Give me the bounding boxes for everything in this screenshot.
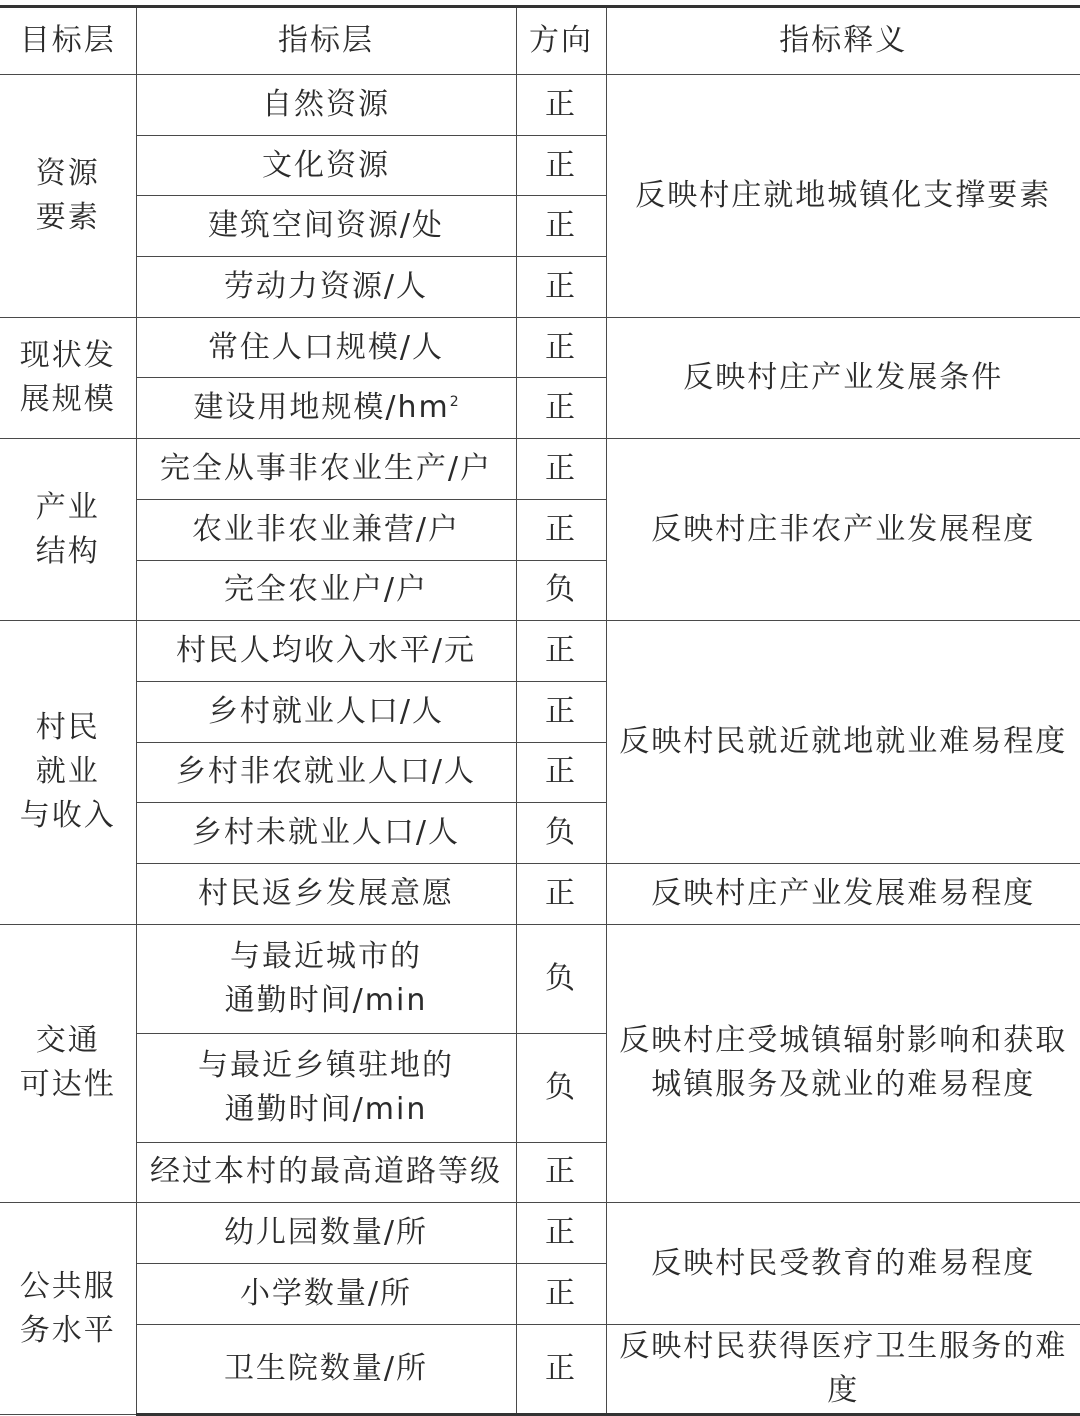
- direction-cell: 正: [516, 135, 606, 196]
- direction-cell: 正: [516, 378, 606, 439]
- table-row: [0, 75, 1080, 136]
- meaning-cell: 反映村庄受城镇辐射影响和获取 城镇服务及就业的难易程度: [606, 924, 1080, 1203]
- table-row: [0, 621, 1080, 682]
- header-goal-layer: 目标层: [0, 7, 136, 75]
- goal-cell: 村民 就业 与收入: [0, 621, 136, 924]
- direction-cell: 负: [516, 560, 606, 621]
- goal-cell: 现状发 展规模: [0, 317, 136, 438]
- indicator-table: [0, 5, 1080, 1416]
- goal-cell: 交通 可达性: [0, 924, 136, 1203]
- header-meaning: 指标释义: [606, 7, 1080, 75]
- table-row: [0, 317, 1080, 378]
- direction-cell: 正: [516, 1203, 606, 1264]
- indicator-cell: 小学数量/所: [136, 1264, 516, 1325]
- indicator-cell: 完全从事非农业生产/户: [136, 439, 516, 500]
- indicator-cell: 常住人口规模/人: [136, 317, 516, 378]
- meaning-cell: 反映村庄产业发展条件: [606, 317, 1080, 438]
- table-row: [0, 1203, 1080, 1264]
- direction-cell: 正: [516, 257, 606, 318]
- direction-cell: 正: [516, 1264, 606, 1325]
- indicator-cell: 乡村非农就业人口/人: [136, 742, 516, 803]
- table-row: [0, 1324, 1080, 1414]
- direction-cell: 正: [516, 1142, 606, 1203]
- indicator-cell: 自然资源: [136, 75, 516, 136]
- indicator-cell: 与最近城市的 通勤时间/min: [136, 924, 516, 1033]
- superscript: 2: [449, 394, 459, 411]
- direction-cell: 正: [516, 439, 606, 500]
- indicator-cell: 乡村就业人口/人: [136, 681, 516, 742]
- indicator-cell: 经过本村的最高道路等级: [136, 1142, 516, 1203]
- direction-cell: 正: [516, 742, 606, 803]
- indicator-cell: 农业非农业兼营/户: [136, 499, 516, 560]
- direction-cell: 正: [516, 75, 606, 136]
- direction-cell: 正: [516, 681, 606, 742]
- header-row: [0, 7, 1080, 75]
- header-direction: 方向: [516, 7, 606, 75]
- meaning-cell: 反映村庄产业发展难易程度: [606, 863, 1080, 924]
- direction-cell: 正: [516, 863, 606, 924]
- header-indicator-layer: 指标层: [136, 7, 516, 75]
- table-row: [0, 924, 1080, 1033]
- direction-cell: 正: [516, 317, 606, 378]
- goal-cell: 产业 结构: [0, 439, 136, 621]
- indicator-text: 建设用地规模/hm: [193, 390, 450, 426]
- direction-cell: 正: [516, 1324, 606, 1414]
- indicator-cell: 幼儿园数量/所: [136, 1203, 516, 1264]
- direction-cell: 正: [516, 196, 606, 257]
- indicator-cell: [136, 378, 516, 439]
- indicator-cell: 与最近乡镇驻地的 通勤时间/min: [136, 1033, 516, 1142]
- table-row: [0, 863, 1080, 924]
- meaning-cell: 反映村民就近就地就业难易程度: [606, 621, 1080, 864]
- indicator-cell: 乡村未就业人口/人: [136, 803, 516, 864]
- indicator-cell: 文化资源: [136, 135, 516, 196]
- direction-cell: 负: [516, 803, 606, 864]
- goal-cell: 公共服 务水平: [0, 1203, 136, 1414]
- indicator-cell: 村民返乡发展意愿: [136, 863, 516, 924]
- indicator-cell: 劳动力资源/人: [136, 257, 516, 318]
- indicator-cell: 完全农业户/户: [136, 560, 516, 621]
- meaning-cell: 反映村民受教育的难易程度: [606, 1203, 1080, 1324]
- direction-cell: 正: [516, 499, 606, 560]
- direction-cell: 负: [516, 1033, 606, 1142]
- direction-cell: 正: [516, 621, 606, 682]
- direction-cell: 负: [516, 924, 606, 1033]
- meaning-cell: 反映村民获得医疗卫生服务的难度: [606, 1324, 1080, 1414]
- indicator-cell: 卫生院数量/所: [136, 1324, 516, 1414]
- meaning-cell: 反映村庄非农产业发展程度: [606, 439, 1080, 621]
- table-row: [0, 439, 1080, 500]
- indicator-cell: 村民人均收入水平/元: [136, 621, 516, 682]
- meaning-cell: 反映村庄就地城镇化支撑要素: [606, 75, 1080, 318]
- indicator-cell: 建筑空间资源/处: [136, 196, 516, 257]
- goal-cell: 资源 要素: [0, 75, 136, 318]
